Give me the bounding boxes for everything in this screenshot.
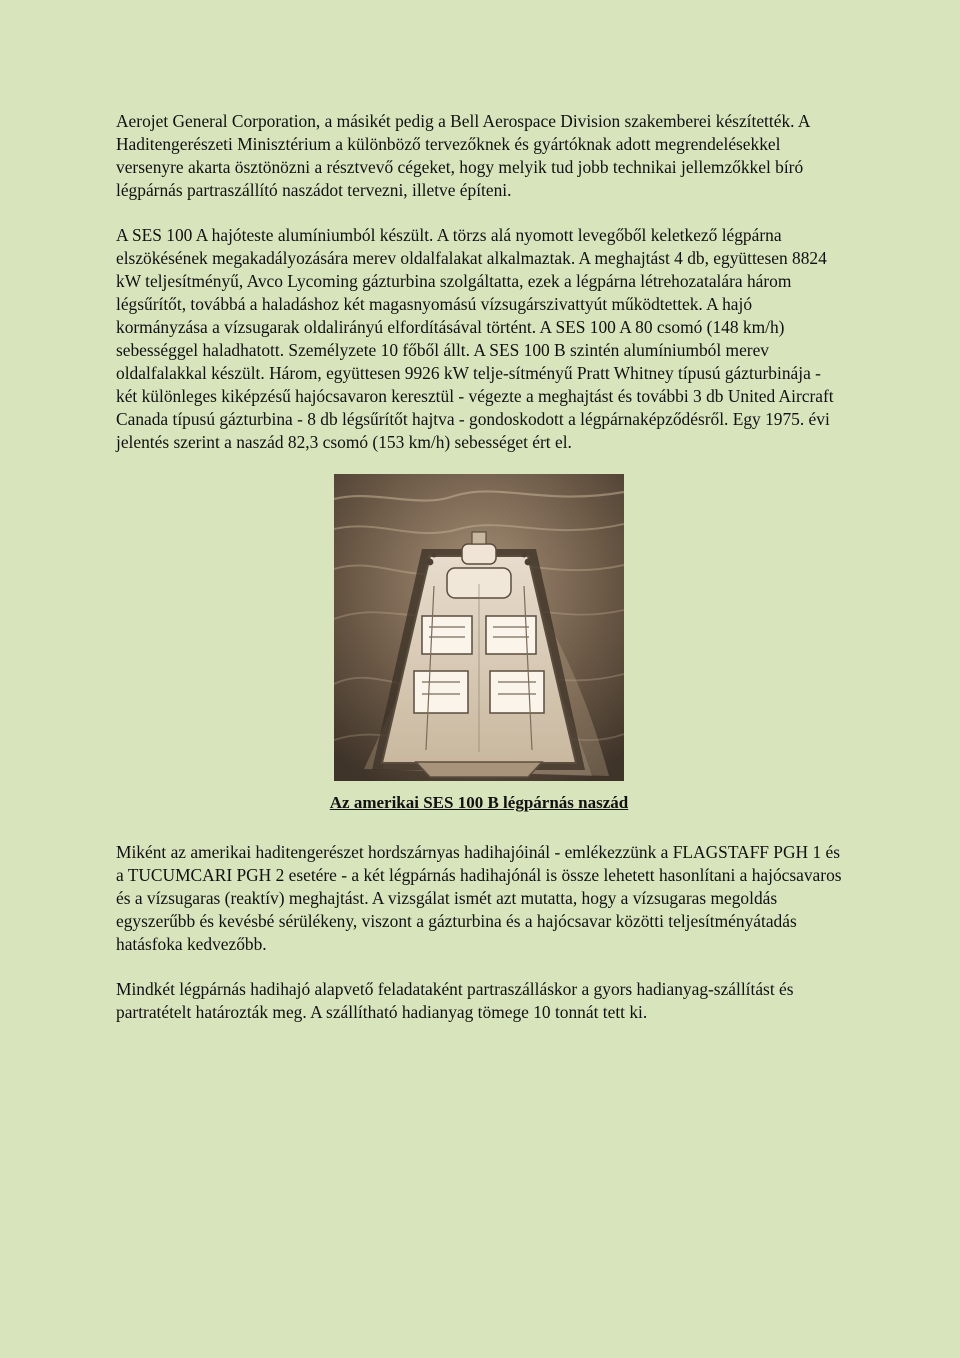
hovercraft-photo xyxy=(334,474,624,781)
paragraph-intro: Aerojet General Corporation, a másikét pedig a Bell Aerospace Division szakemberei készítették. A Haditengerészeti Minisztérium a különböző tervezőknek és gyártóknak adott megrendelésekkel versenyre akarta ösztönözni a résztvevő cégeket, hogy melyik tud jobb technikai jellemzőkkel bíró légpárnás partraszállító naszádot tervezni, illetve építeni. xyxy=(116,111,810,200)
document-page xyxy=(116,110,842,1024)
figure-caption: Az amerikai SES 100 B légpárnás naszád xyxy=(329,793,629,812)
paragraph-conclusion: Mindkét légpárnás hadihajó alapvető feladataként partraszálláskor a gyors hadianyag-szállítást és partratételt határozták meg. A szállítható hadianyag tömege 10 tonnát tett ki. xyxy=(116,979,794,1022)
paragraph-ses100: A SES 100 A hajóteste alumíniumból készült. A törzs alá nyomott levegőből keletkező légpárna elszökésének megakadályozására merev oldalfalakat alkalmaztak. A meghajtást 4 db, együttesen 8824 kW teljesítményű, Avco Lycoming gázturbina szolgáltatta, ezek a légpárna létrehozatalára három légsűrítőt, továbbá a haladáshoz két magasnyomású vízsugárszivattyút működtettek. A hajó kormányzása a vízsugarak oldalirányú elfordításával történt. A SES 100 A 80 csomó (148 km/h) sebességgel haladhatott. Személyzete 10 főből állt. A SES 100 B szintén alumíniumból merev oldalfalakkal készült. Három, együttesen 9926 kW telje-sítményű Pratt Whitney típusú gázturbinája - két különleges kiképzésű hajócsavaron keresztül - végezte a meghajtást és további 3 db United Aircraft Canada típusú gázturbina - 8 db légsűrítőt hajtva - gondoskodott a légpárnaképződésről. Egy 1975. évi jelentés szerint a naszád 82,3 csomó (153 km/h) sebességet ért el. xyxy=(116,225,834,452)
paragraph-comparison: Miként az amerikai haditengerészet hordszárnyas hadihajóinál - emlékezzünk a FLAGSTAFF PGH 1 és a TUCUMCARI PGH 2 esetére - a két légpárnás hadihajónál is össze lehetett hasonlítani a hajócsavaros és a vízsugaras (reaktív) meghajtást. A vizsgálat ismét azt mutatta, hogy a vízsugaras megoldás egyszerűbb és kevésbé sérülékeny, viszont a gázturbina és a hajócsavar közötti teljesítményátadás hatásfoka kedvezőbb. xyxy=(116,842,842,954)
figure xyxy=(116,474,842,781)
